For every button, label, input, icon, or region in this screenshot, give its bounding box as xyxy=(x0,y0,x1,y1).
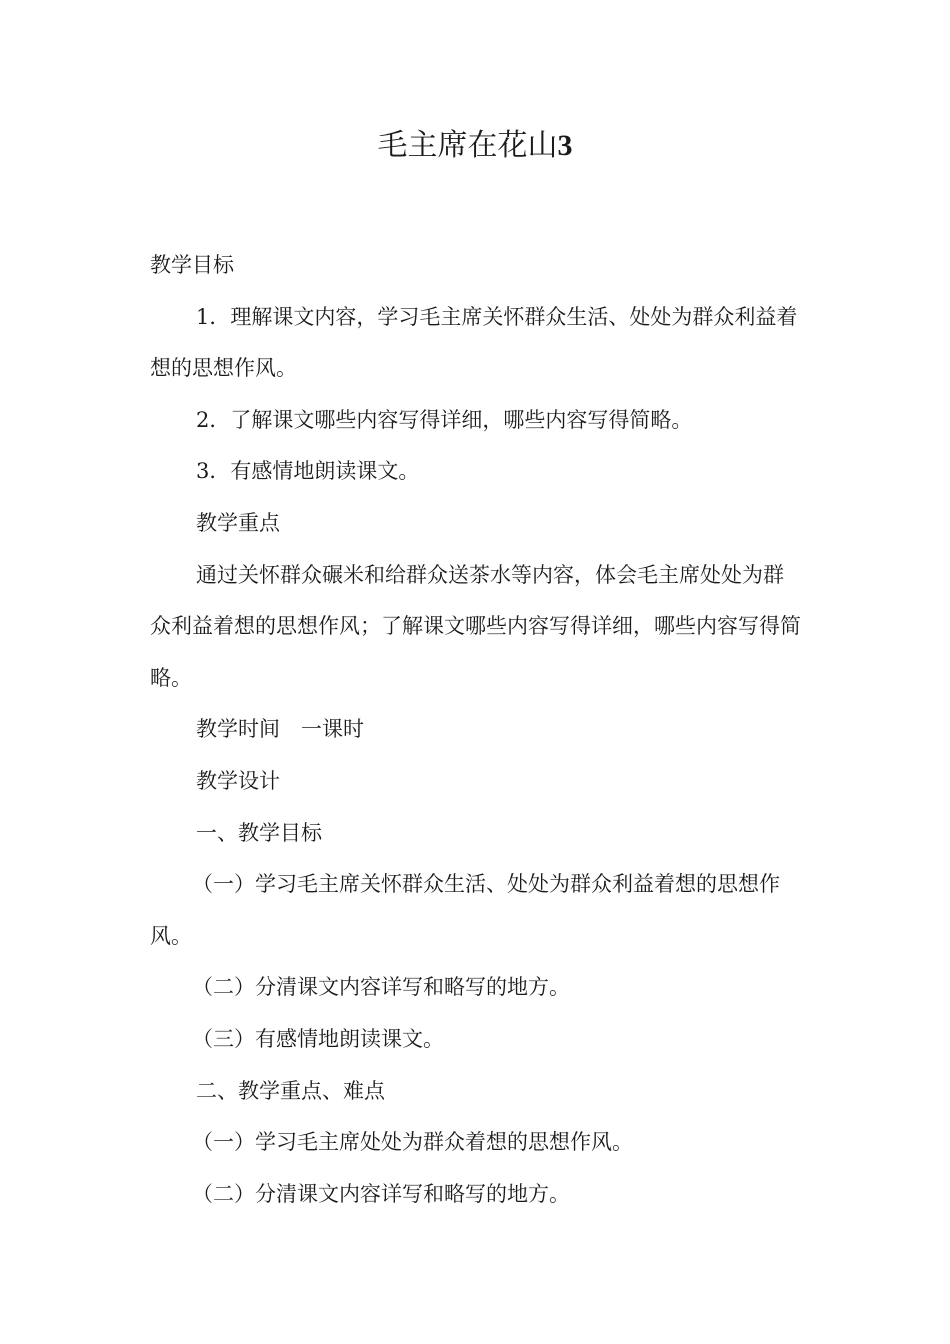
title-text: 毛主席在花山 xyxy=(377,128,558,163)
design-goal-3: （三）有感情地朗读课文。 xyxy=(192,1026,444,1051)
section-heading-key-points: 教学重点 xyxy=(196,510,280,535)
section-heading-design: 教学设计 xyxy=(196,768,280,793)
design-goal-1: （一）学习毛主席关怀群众生活、处处为群众利益着想的思想作风。 xyxy=(150,872,780,948)
objective-1: 1．理解课文内容，学习毛主席关怀群众生活、处处为群众利益着想的思想作风。 xyxy=(150,304,798,381)
objective-2: 2．了解课文哪些内容写得详细，哪些内容写得简略。 xyxy=(196,407,693,432)
teaching-time: 教学时间 一课时 xyxy=(196,717,364,742)
key-points-text: 通过关怀群众碾米和给群众送茶水等内容，体会毛主席处处为群众利益着想的思想作风；了解课文哪些内容写得详细，哪些内容写得简略。 xyxy=(150,562,801,690)
design-goal-2: （二）分清课文内容详写和略写的地方。 xyxy=(192,975,570,1000)
design-heading-2: 二、教学重点、难点 xyxy=(196,1078,385,1103)
document-body xyxy=(150,240,802,1220)
title-number: 3 xyxy=(557,129,573,162)
design-focus-2: （二）分清课文内容详写和略写的地方。 xyxy=(192,1181,570,1206)
section-heading-objectives: 教学目标 xyxy=(150,253,234,277)
design-focus-1: （一）学习毛主席处处为群众着想的思想作风。 xyxy=(192,1130,633,1155)
objective-3: 3．有感情地朗读课文。 xyxy=(196,459,420,484)
document-title xyxy=(0,122,950,170)
design-heading-1: 一、教学目标 xyxy=(196,820,322,845)
